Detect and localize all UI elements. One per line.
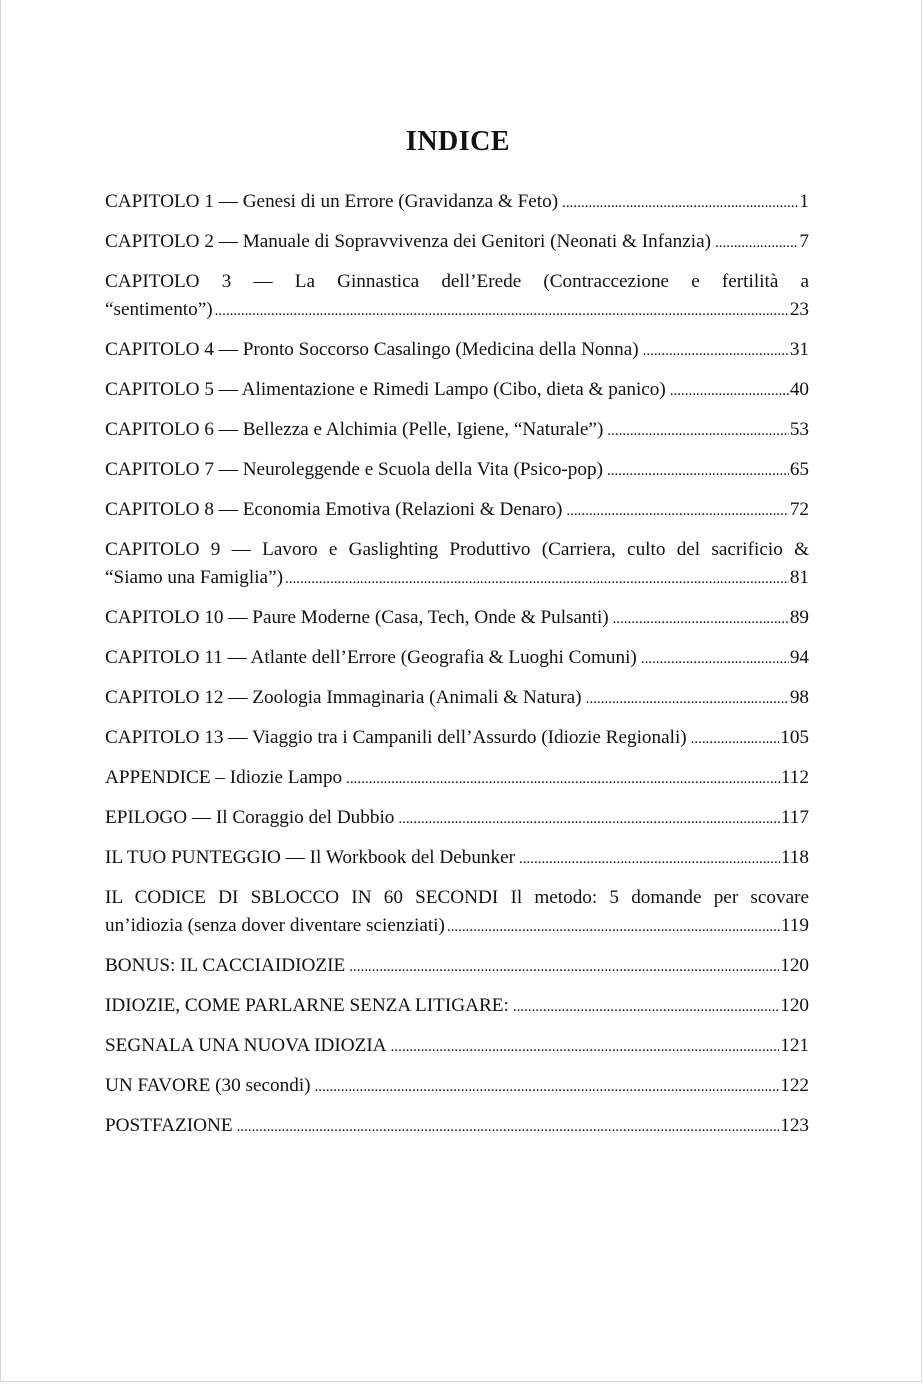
toc-page-number: 72	[789, 499, 809, 520]
toc-entry-label: BONUS: IL CACCIAIDIOZIE	[105, 955, 346, 976]
toc-entry-label: CAPITOLO 2 — Manuale di Sopravvivenza dei Genitori (Neonati & Infanzia)	[105, 231, 712, 252]
toc-entry-label: CAPITOLO 1 — Genesi di un Errore (Gravidanza & Feto)	[105, 191, 559, 212]
toc-entry[interactable]	[105, 228, 809, 257]
toc-page-number: 7	[799, 231, 809, 252]
toc-page-number: 120	[780, 995, 809, 1016]
toc-page-number: 53	[789, 419, 809, 440]
toc-entry-label-line1: CAPITOLO 9 — Lavoro e Gaslighting Produttivo (Carriera, culto del sacrificio &	[105, 539, 809, 560]
toc-entry-label: IL TUO PUNTEGGIO — Il Workbook del Debunker	[105, 847, 516, 868]
toc-entry-label: UN FAVORE (30 secondi)	[105, 1075, 311, 1096]
toc-page-number: 40	[789, 379, 809, 400]
toc-entry[interactable]	[105, 416, 809, 445]
dot-leader	[519, 845, 780, 873]
toc-entry[interactable]	[105, 952, 809, 981]
toc-entry[interactable]	[105, 1112, 809, 1141]
toc-entry-label: IDIOZIE, COME PARLARNE SENZA LITIGARE:	[105, 995, 509, 1016]
toc-entry-label: CAPITOLO 11 — Atlante dell’Errore (Geografia & Luoghi Comuni)	[105, 647, 637, 668]
toc-entry-label: POSTFAZIONE	[105, 1115, 233, 1136]
toc-entry[interactable]	[105, 188, 809, 217]
dot-leader	[349, 953, 779, 981]
dot-leader	[715, 229, 798, 257]
toc-entry[interactable]	[105, 496, 809, 525]
toc-page-number: 112	[780, 767, 809, 788]
dot-leader	[513, 993, 779, 1021]
dot-leader	[613, 605, 789, 633]
toc-page-number: 123	[780, 1115, 809, 1136]
dot-leader	[447, 913, 780, 941]
toc-entry[interactable]	[105, 644, 809, 673]
toc-entry-label-line1: CAPITOLO 3 — La Ginnastica dell’Erede (Contraccezione e fertilità a	[105, 271, 809, 292]
dot-leader	[586, 685, 789, 713]
toc-entry[interactable]	[105, 724, 809, 753]
toc-entry[interactable]	[105, 804, 809, 833]
toc-entry[interactable]	[105, 1072, 809, 1101]
dot-leader	[215, 297, 789, 325]
toc-entry-label: APPENDICE – Idiozie Lampo	[105, 767, 343, 788]
toc-entry-label: CAPITOLO 6 — Bellezza e Alchimia (Pelle, Igiene, “Naturale”)	[105, 419, 604, 440]
toc-page-number: 1	[799, 191, 809, 212]
toc-entry-label: CAPITOLO 7 — Neuroleggende e Scuola della Vita (Psico-pop)	[105, 459, 603, 480]
toc-page-number: 120	[780, 955, 809, 976]
dot-leader	[315, 1073, 780, 1101]
toc-entry[interactable]	[105, 376, 809, 405]
toc-page-number: 89	[789, 607, 809, 628]
dot-leader	[562, 189, 798, 217]
toc-page-number: 105	[780, 727, 809, 748]
toc-page-number: 65	[789, 459, 809, 480]
dot-leader	[566, 497, 788, 525]
toc-entry[interactable]	[105, 684, 809, 713]
toc-entry-label: “sentimento”)	[105, 299, 213, 320]
dot-leader	[641, 645, 789, 673]
toc-entry[interactable]	[105, 764, 809, 793]
dot-leader	[607, 417, 788, 445]
toc-page-number: 119	[780, 915, 809, 936]
toc-page-number: 121	[780, 1035, 809, 1056]
toc-entry-label: SEGNALA UNA NUOVA IDIOZIA	[105, 1035, 387, 1056]
toc-entry[interactable]	[105, 456, 809, 485]
toc-page-number: 81	[789, 567, 809, 588]
toc-entry-label: CAPITOLO 13 — Viaggio tra i Campanili dell’Assurdo (Idiozie Regionali)	[105, 727, 687, 748]
toc-page-number: 94	[789, 647, 809, 668]
toc-entry-label: “Siamo una Famiglia”)	[105, 567, 283, 588]
toc-page-number: 117	[780, 807, 809, 828]
toc-entry[interactable]	[105, 336, 809, 365]
toc-page-number: 118	[780, 847, 809, 868]
dot-leader	[285, 565, 789, 593]
dot-leader	[398, 805, 780, 833]
dot-leader	[643, 337, 789, 365]
table-of-contents	[105, 188, 809, 1152]
toc-page-number: 122	[780, 1075, 809, 1096]
toc-entry[interactable]	[105, 992, 809, 1021]
dot-leader	[691, 725, 780, 753]
toc-entry-label-line1: IL CODICE DI SBLOCCO IN 60 SECONDI Il metodo: 5 domande per scovare	[105, 887, 809, 908]
dot-leader	[391, 1033, 780, 1061]
dot-leader	[607, 457, 789, 485]
toc-entry[interactable]	[105, 268, 809, 325]
toc-page-number: 31	[789, 339, 809, 360]
toc-entry-label: un’idiozia (senza dover diventare scienziati)	[105, 915, 445, 936]
toc-entry[interactable]	[105, 844, 809, 873]
toc-entry-label: CAPITOLO 5 — Alimentazione e Rimedi Lampo (Cibo, dieta & panico)	[105, 379, 666, 400]
dot-leader	[237, 1113, 780, 1141]
toc-entry-label: CAPITOLO 10 — Paure Moderne (Casa, Tech, Onde & Pulsanti)	[105, 607, 609, 628]
toc-entry-label: EPILOGO — Il Coraggio del Dubbio	[105, 807, 395, 828]
dot-leader	[670, 377, 789, 405]
toc-entry[interactable]	[105, 536, 809, 593]
toc-page-number: 98	[789, 687, 809, 708]
toc-entry-label: CAPITOLO 12 — Zoologia Immaginaria (Animali & Natura)	[105, 687, 582, 708]
toc-entry-label: CAPITOLO 8 — Economia Emotiva (Relazioni & Denaro)	[105, 499, 563, 520]
toc-page-number: 23	[789, 299, 809, 320]
toc-entry[interactable]	[105, 1032, 809, 1061]
toc-entry[interactable]	[105, 604, 809, 633]
toc-entry-label: CAPITOLO 4 — Pronto Soccorso Casalingo (Medicina della Nonna)	[105, 339, 639, 360]
page-title: INDICE	[405, 126, 511, 157]
toc-entry[interactable]	[105, 884, 809, 941]
dot-leader	[346, 765, 780, 793]
